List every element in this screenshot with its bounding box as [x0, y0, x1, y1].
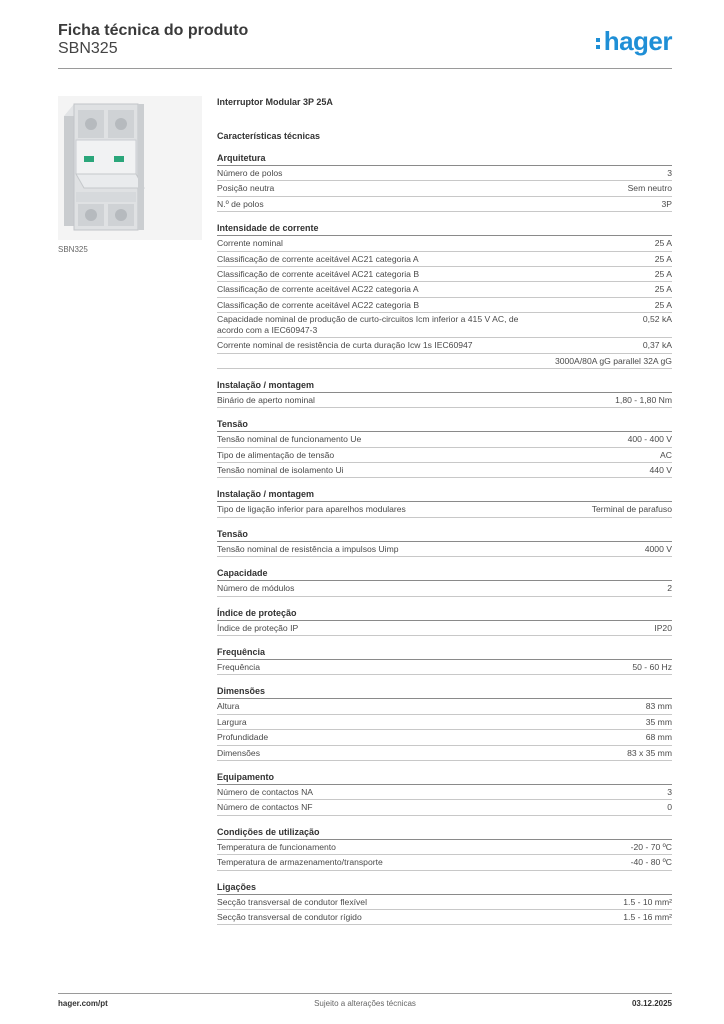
spec-section — [217, 607, 672, 636]
spec-label: Número de polos — [217, 168, 283, 178]
spec-label: Número de contactos NF — [217, 802, 313, 813]
spec-row — [217, 621, 672, 636]
spec-section — [217, 528, 672, 557]
spec-section — [217, 646, 672, 675]
spec-label: Capacidade nominal de produção de curto-circuitos Icm inferior a 415 V AC, de acordo com a IEC60947-3 — [217, 314, 519, 336]
spec-value: 25 A — [654, 238, 672, 249]
spec-row — [217, 463, 672, 478]
spec-label: Índice de proteção IP — [217, 622, 299, 633]
section-title: Instalação / montagem — [217, 488, 672, 502]
spec-row — [217, 895, 672, 910]
spec-row — [217, 715, 672, 730]
section-title: Frequência — [217, 646, 672, 660]
spec-content — [217, 96, 672, 925]
spec-section — [217, 222, 672, 369]
spec-value: 0,37 kA — [642, 340, 672, 351]
spec-value: 400 - 400 V — [627, 434, 672, 445]
spec-row — [217, 800, 672, 815]
spec-row — [217, 730, 672, 745]
spec-value: 83 x 35 mm — [627, 747, 672, 758]
image-caption: SBN325 — [58, 245, 88, 254]
section-title: Dimensões — [217, 685, 672, 699]
section-title: Instalação / montagem — [217, 379, 672, 393]
spec-value: -40 - 80 ºC — [630, 857, 672, 868]
spec-label: Classificação de corrente aceitável AC22 categoria B — [217, 299, 420, 310]
spec-row — [217, 354, 672, 369]
spec-label: Classificação de corrente aceitável AC21 categoria B — [217, 268, 420, 279]
spec-value: 440 V — [649, 465, 672, 476]
spec-row — [217, 236, 672, 251]
footer-date: 03.12.2025 — [631, 999, 672, 1008]
spec-section — [217, 379, 672, 408]
section-title: Condições de utilização — [217, 826, 672, 840]
spec-label: Temperatura de armazenamento/transporte — [217, 857, 383, 868]
footer-divider — [58, 993, 672, 994]
spec-section — [217, 881, 672, 926]
section-title: Arquitetura — [217, 152, 672, 166]
spec-value: 50 - 60 Hz — [632, 662, 672, 673]
product-name: Interruptor Modular 3P 25A — [217, 97, 333, 107]
footer-disclaimer: Sujeito a alterações técnicas — [314, 999, 416, 1008]
section-title: Ligações — [217, 881, 672, 895]
spec-value: 4000 V — [644, 543, 672, 554]
spec-row — [217, 181, 672, 196]
spec-row — [217, 660, 672, 675]
spec-value: Sem neutro — [627, 183, 672, 194]
spec-value: 3 — [667, 168, 672, 178]
spec-label: Número de módulos — [217, 583, 295, 594]
spec-label: Corrente nominal — [217, 238, 283, 249]
spec-label: Profundidade — [217, 732, 269, 743]
spec-row — [217, 855, 672, 870]
spec-value: 1.5 - 10 mm² — [623, 896, 672, 907]
spec-row — [217, 252, 672, 267]
spec-row — [217, 785, 672, 800]
spec-label: Altura — [217, 701, 240, 712]
section-title: Tensão — [217, 528, 672, 542]
spec-row — [217, 197, 672, 212]
spec-value: 0 — [667, 802, 672, 813]
spec-row — [217, 448, 672, 463]
spec-section — [217, 418, 672, 478]
spec-label: Posição neutra — [217, 183, 275, 194]
spec-value: 2 — [667, 583, 672, 594]
page-title: Ficha técnica do produto — [58, 22, 249, 39]
spec-section — [217, 771, 672, 816]
spec-value: 25 A — [654, 284, 672, 295]
spec-value: 3 — [667, 786, 672, 797]
section-title: Intensidade de corrente — [217, 222, 672, 236]
spec-label: Secção transversal de condutor flexível — [217, 896, 367, 907]
spec-label: Tensão nominal de resistência a impulsos Uimp — [217, 543, 399, 554]
logo-text: hager — [603, 26, 672, 56]
spec-row — [217, 746, 672, 761]
spec-label: Classificação de corrente aceitável AC21 categoria A — [217, 253, 419, 264]
section-title: Capacidade — [217, 567, 672, 581]
section-title: Índice de proteção — [217, 607, 672, 621]
spec-row — [217, 298, 672, 313]
switch-product-icon — [58, 96, 202, 240]
spec-row — [217, 502, 672, 517]
spec-label: Frequência — [217, 662, 260, 673]
spec-row — [217, 313, 672, 338]
spec-label: N.º de polos — [217, 198, 264, 209]
spec-row — [217, 338, 672, 353]
page-header — [58, 20, 672, 70]
spec-value: -20 - 70 ºC — [630, 841, 672, 852]
spec-label: Tensão nominal de isolamento Ui — [217, 465, 344, 476]
product-reference: SBN325 — [58, 40, 118, 57]
spec-label: Corrente nominal de resistência de curta duração Icw 1s IEC60947 — [217, 340, 473, 351]
spec-label: Temperatura de funcionamento — [217, 841, 336, 852]
spec-section — [217, 488, 672, 517]
spec-label: Largura — [217, 716, 247, 727]
spec-row — [217, 393, 672, 408]
spec-row — [217, 699, 672, 714]
spec-value: 68 mm — [645, 732, 672, 743]
spec-section — [217, 826, 672, 871]
spec-row — [217, 581, 672, 596]
spec-value: 35 mm — [645, 716, 672, 727]
spec-value: 1.5 - 16 mm² — [623, 911, 672, 922]
spec-row — [217, 166, 672, 181]
spec-section — [217, 567, 672, 596]
spec-label: Tensão nominal de funcionamento Ue — [217, 434, 362, 445]
spec-section — [217, 152, 672, 212]
spec-row — [217, 910, 672, 925]
spec-label: Tipo de ligação inferior para aparelhos modulares — [217, 504, 406, 515]
characteristics-title: Características técnicas — [217, 131, 321, 141]
header-divider — [58, 68, 672, 69]
page-footer — [58, 999, 672, 1011]
spec-value: 3000A/80A gG parallel 32A gG — [554, 355, 672, 366]
section-title: Tensão — [217, 418, 672, 432]
spec-value: 25 A — [654, 253, 672, 264]
spec-label: Tipo de alimentação de tensão — [217, 449, 335, 460]
spec-value: 25 A — [654, 268, 672, 279]
spec-row — [217, 542, 672, 557]
spec-value: Terminal de parafuso — [591, 504, 672, 515]
spec-value: 1,80 - 1,80 Nm — [615, 394, 672, 405]
spec-value: 0,52 kA — [642, 314, 672, 325]
hager-logo — [596, 26, 672, 57]
spec-sections — [217, 152, 672, 925]
spec-row — [217, 432, 672, 447]
spec-section — [217, 685, 672, 761]
spec-label: Secção transversal de condutor rígido — [217, 911, 362, 922]
product-image — [58, 96, 202, 240]
footer-website: hager.com/pt — [58, 999, 108, 1008]
spec-row — [217, 840, 672, 855]
spec-value: IP20 — [654, 622, 672, 633]
spec-value: 25 A — [654, 299, 672, 310]
spec-row — [217, 282, 672, 297]
spec-row — [217, 267, 672, 282]
spec-label: Número de contactos NA — [217, 786, 314, 797]
spec-label: Dimensões — [217, 747, 260, 758]
spec-value: 83 mm — [645, 701, 672, 712]
spec-label: Binário de aperto nominal — [217, 394, 315, 405]
spec-value: AC — [660, 449, 672, 460]
logo-dots-icon — [596, 35, 602, 52]
spec-label: Classificação de corrente aceitável AC22 categoria A — [217, 284, 419, 295]
spec-value: 3P — [661, 198, 672, 209]
section-title: Equipamento — [217, 771, 672, 785]
